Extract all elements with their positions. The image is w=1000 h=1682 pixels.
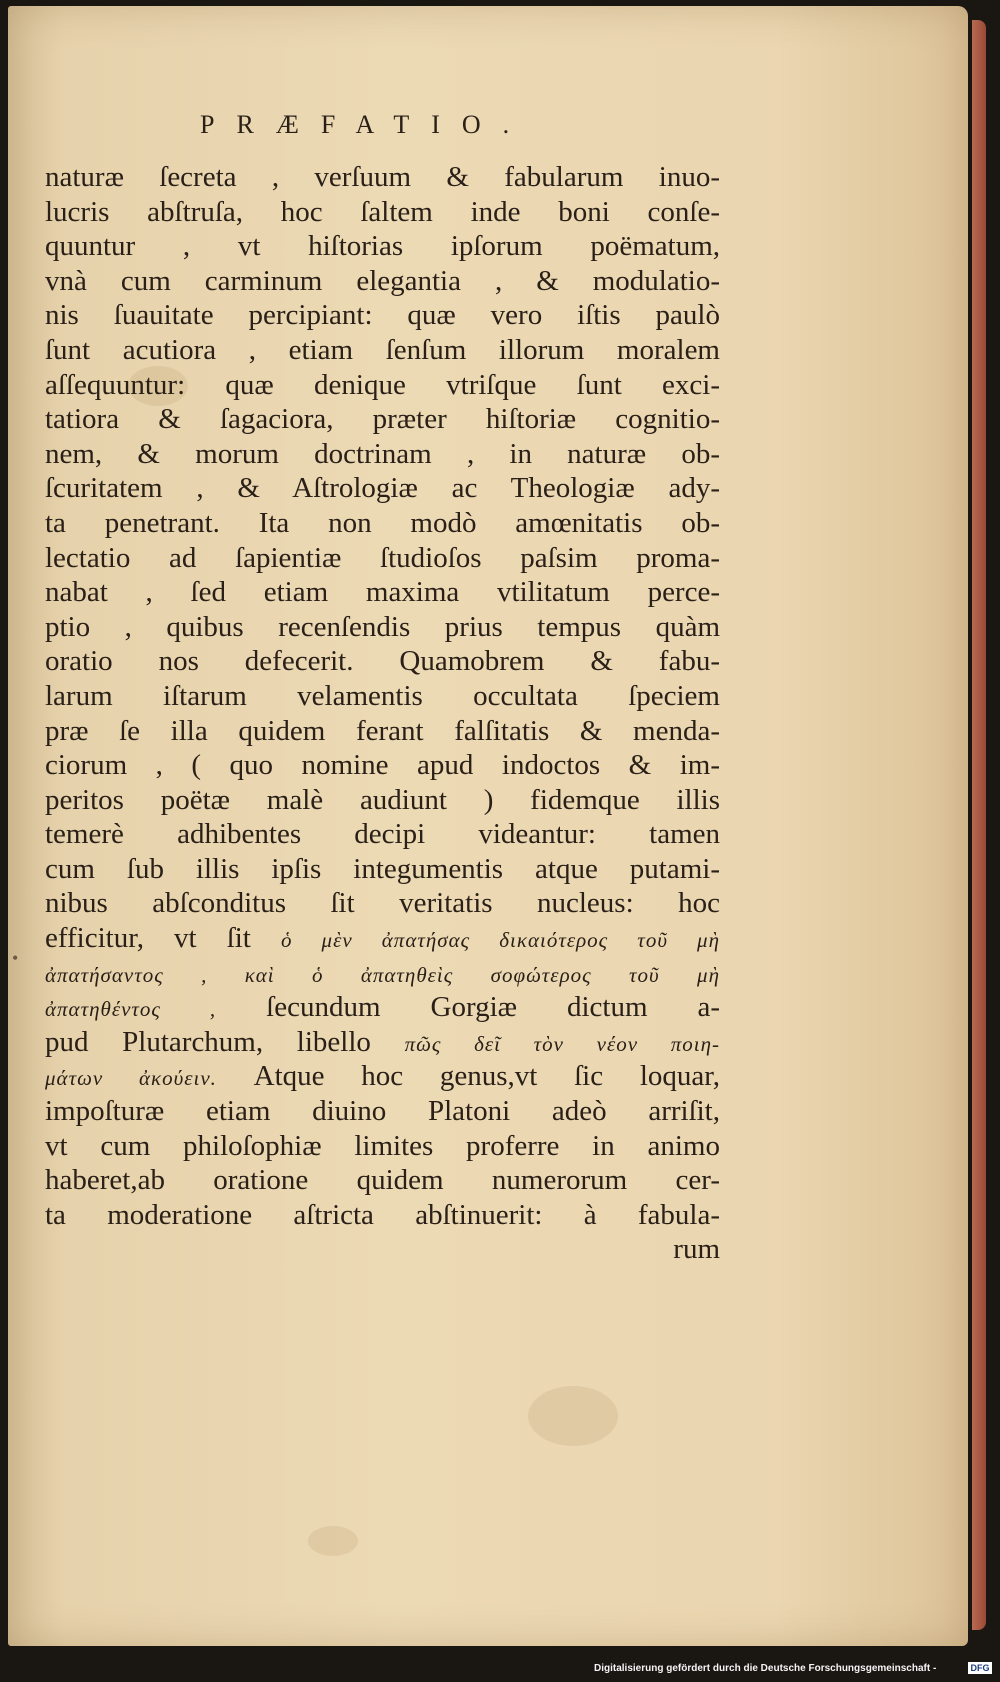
text-line: impoſturæ etiam diuino Platoni adeò arriſit, <box>45 1095 720 1128</box>
body-text <box>45 160 720 1267</box>
text-line: nibus abſconditus ſit veritatis nucleus: hoc <box>45 887 720 920</box>
text-line-mixed <box>45 1025 720 1060</box>
text-line: ciorum , ( quo nomine apud indoctos & im- <box>45 749 720 782</box>
text-line: peritos poëtæ malè audiunt ) fidemque illis <box>45 783 720 816</box>
text-line: oratio nos defecerit. Quamobrem & fabu- <box>45 645 720 678</box>
dfg-logo: DFG <box>968 1662 992 1674</box>
text-line: vt cum philoſophiæ limites proferre in animo <box>45 1129 720 1162</box>
text-line: quuntur , vt hiſtorias ipſorum poëmatum, <box>45 230 720 263</box>
text-line: vnà cum carminum elegantia , & modulatio- <box>45 264 720 297</box>
running-header: PRÆFATIO. <box>200 110 532 139</box>
text-line: nabat , ſed etiam maxima vtilitatum perce- <box>45 576 720 609</box>
latin-text: efficitur, vt ſit <box>45 922 251 955</box>
text-line-mixed <box>45 956 720 991</box>
text-line: aſſequuntur: quæ denique vtriſque ſunt exci- <box>45 368 720 401</box>
text-line: haberet,ab oratione quidem numerorum cer- <box>45 1164 720 1197</box>
text-line: lectatio ad ſapientiæ ſtudioſos paſsim proma- <box>45 541 720 574</box>
text-line: cum ſub illis ipſis integumentis atque putami- <box>45 852 720 885</box>
text-line: ta penetrant. Ita non modò amœnitatis ob- <box>45 506 720 539</box>
text-line-mixed <box>45 1059 720 1094</box>
text-line: nis ſuauitate percipiant: quæ vero iſtis paulò <box>45 299 720 332</box>
greek-title: πῶς δεῖ τὸν νέον ποιη- <box>404 1031 720 1056</box>
stain <box>528 1386 618 1446</box>
text-line: naturæ ſecreta , verſuum & fabularum inuo- <box>45 161 720 193</box>
text-line: ſunt acutiora , etiam ſenſum illorum moralem <box>45 333 720 366</box>
stain <box>308 1526 358 1556</box>
text-line: temerè adhibentes decipi videantur: tamen <box>45 818 720 851</box>
latin-text: pud Plutarchum, libello <box>45 1025 371 1058</box>
greek-title: μάτων ἀκούειν. <box>45 1066 217 1091</box>
text-line: larum iſtarum velamentis occultata ſpeciem <box>45 679 720 712</box>
red-page-edge <box>972 20 986 1630</box>
catchword: rum <box>673 1233 720 1266</box>
text-line: lucris abſtruſa, hoc ſaltem inde boni conſe- <box>45 195 720 228</box>
greek-quotation: ἀπατηθέντος , <box>45 997 217 1022</box>
text-line: ptio , quibus recenſendis prius tempus quàm <box>45 610 720 643</box>
latin-text: ſecundum Gorgiæ dictum a- <box>266 991 721 1024</box>
text-line-mixed <box>45 990 720 1025</box>
text-line: nem, & morum doctrinam , in naturæ ob- <box>45 437 720 470</box>
digitization-credit: Digitalisierung gefördert durch die Deutsche Forschungsgemeinschaft - <box>594 1663 937 1674</box>
text-line: præ ſe illa quidem ferant falſitatis & menda- <box>45 714 720 747</box>
text-line: ta moderatione aſtricta abſtinuerit: à fabula- <box>45 1198 720 1231</box>
greek-quotation: ὁ μὲν ἀπατήσας δικαιότερος τοῦ μὴ <box>280 928 721 953</box>
margin-mark: • <box>12 948 19 968</box>
text-line-mixed <box>45 921 720 956</box>
latin-text: Atque hoc genus,vt ſic loquar, <box>253 1060 721 1093</box>
greek-quotation: ἀπατήσαντος , καὶ ὁ ἀπατηθεὶς σοφώτερος τοῦ μὴ <box>45 962 720 987</box>
text-line: tatiora & ſagaciora, præter hiſtoriæ cognitio- <box>45 403 720 436</box>
text-line: ſcuritatem , & Aſtrologiæ ac Theologiæ ady- <box>45 472 720 505</box>
